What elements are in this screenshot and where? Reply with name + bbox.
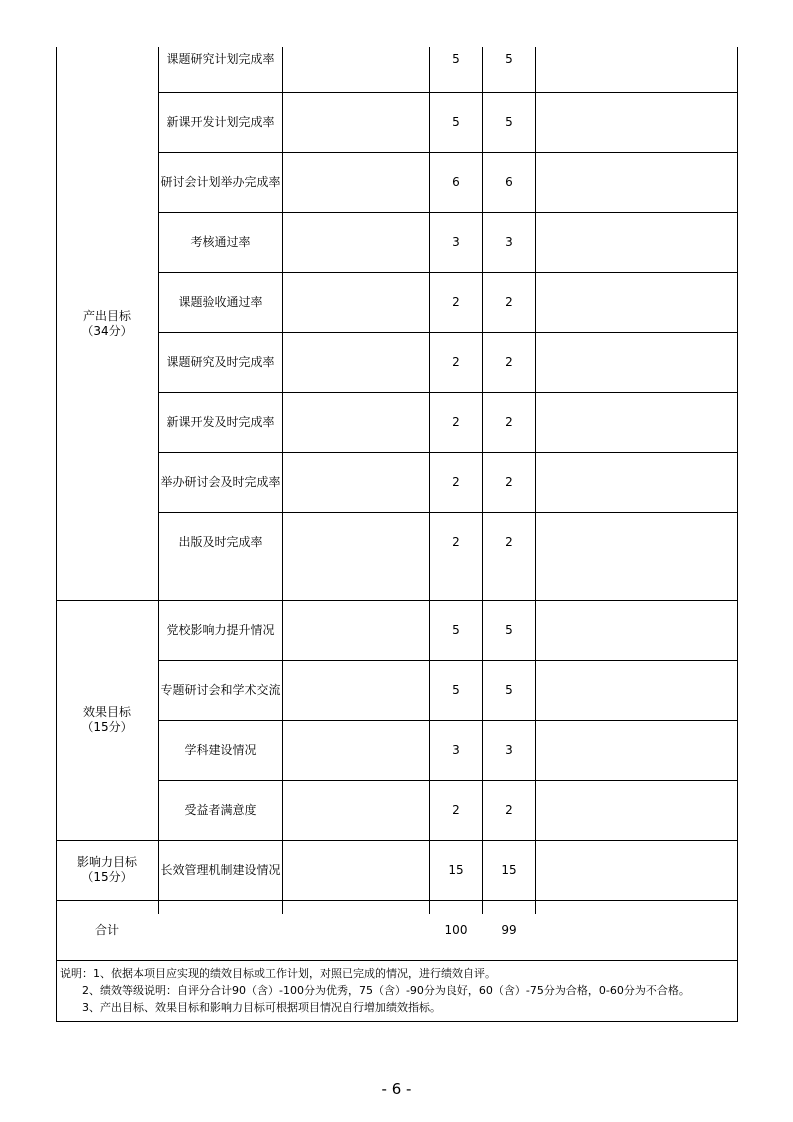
row-weight: 2 — [452, 474, 460, 489]
row-score: 2 — [505, 802, 513, 817]
group-influence-name: 影响力目标 — [76, 855, 137, 869]
row-score: 6 — [505, 174, 513, 189]
row-col3 — [283, 512, 429, 572]
row-score: 3 — [505, 742, 513, 757]
row-weight: 2 — [452, 294, 460, 309]
row-indicator: 长效管理机制建设情况 — [160, 862, 281, 877]
row-weight: 3 — [452, 742, 460, 757]
row-remark — [536, 392, 737, 452]
row-remark — [536, 720, 737, 780]
row-score: 15 — [501, 862, 517, 877]
row-remark — [536, 780, 737, 840]
row-col3 — [283, 392, 429, 452]
row-indicator: 课题验收通过率 — [178, 294, 263, 309]
row-col3 — [283, 212, 429, 272]
row-remark — [536, 152, 737, 212]
row-score: 5 — [505, 114, 513, 129]
row-score: 2 — [505, 474, 513, 489]
row-weight: 6 — [452, 174, 460, 189]
row-score: 5 — [505, 622, 513, 637]
row-col3 — [283, 600, 429, 660]
row-remark — [536, 600, 737, 660]
row-weight: 3 — [452, 234, 460, 249]
row-indicator: 举办研讨会及时完成率 — [160, 474, 281, 489]
row-weight: 5 — [452, 622, 460, 637]
row-col3 — [283, 332, 429, 392]
group-output-name: 产出目标 — [82, 308, 131, 323]
row-remark — [536, 47, 737, 72]
total-score: 99 — [501, 922, 517, 937]
note-line-2: 2、绩效等级说明：自评分合计90（含）-100分为优秀，75（含）-90分为良好，60（含）-75分为合格，0-60分为不合格。 — [60, 984, 690, 997]
evaluation-table — [56, 47, 738, 1022]
group-influence — [56, 840, 158, 900]
row-weight: 15 — [448, 862, 464, 877]
row-weight: 5 — [452, 682, 460, 697]
row-remark — [536, 452, 737, 512]
row-score: 2 — [505, 534, 513, 549]
row-col3 — [283, 47, 429, 72]
row-indicator: 课题研究及时完成率 — [166, 354, 275, 369]
group-influence-score: （15分） — [81, 870, 133, 884]
group-effect — [56, 600, 158, 840]
row-indicator: 新课开发及时完成率 — [166, 414, 275, 429]
row-remark — [536, 92, 737, 152]
row-weight: 5 — [452, 114, 460, 129]
note-line-1: 说明：1、依据本项目应实现的绩效目标或工作计划，对照已完成的情况，进行绩效自评。 — [60, 967, 496, 980]
row-col3 — [283, 272, 429, 332]
note-line-3: 3、产出目标、效果目标和影响力目标可根据项目情况自行增加绩效指标。 — [60, 1001, 441, 1014]
row-score: 2 — [505, 294, 513, 309]
row-weight: 2 — [452, 534, 460, 549]
row-weight: 2 — [452, 414, 460, 429]
row-indicator: 受益者满意度 — [184, 802, 257, 817]
row-remark — [536, 272, 737, 332]
total-label: 合计 — [94, 922, 119, 937]
row-remark — [536, 212, 737, 272]
row-weight: 2 — [452, 802, 460, 817]
row-indicator: 党校影响力提升情况 — [166, 622, 275, 637]
group-effect-score: （15分） — [81, 720, 133, 734]
row-score: 5 — [505, 682, 513, 697]
row-weight: 5 — [452, 52, 460, 66]
row-weight: 2 — [452, 354, 460, 369]
row-indicator: 出版及时完成率 — [178, 534, 263, 549]
row-indicator: 课题研究计划完成率 — [166, 52, 275, 66]
row-col3 — [283, 780, 429, 840]
row-indicator: 研讨会计划举办完成率 — [160, 174, 281, 189]
row-remark — [536, 512, 737, 572]
row-remark — [536, 840, 737, 900]
row-indicator: 新课开发计划完成率 — [166, 114, 275, 129]
row-score: 2 — [505, 414, 513, 429]
row-remark — [536, 332, 737, 392]
group-output — [56, 47, 158, 600]
total-weight: 100 — [444, 922, 468, 937]
row-indicator: 考核通过率 — [190, 234, 251, 249]
row-score: 5 — [505, 52, 513, 66]
row-col3 — [283, 660, 429, 720]
row-col3 — [283, 720, 429, 780]
row-remark — [536, 660, 737, 720]
group-effect-name: 效果目标 — [82, 705, 131, 719]
row-indicator: 学科建设情况 — [184, 742, 257, 757]
group-output-score: （34分） — [81, 323, 133, 338]
row-col3 — [283, 452, 429, 512]
page-number: - 6 - — [381, 1080, 412, 1098]
row-col3 — [283, 840, 429, 900]
row-col3 — [283, 152, 429, 212]
row-indicator: 专题研讨会和学术交流 — [160, 682, 281, 697]
row-score: 2 — [505, 354, 513, 369]
row-col3 — [283, 92, 429, 152]
row-score: 3 — [505, 234, 513, 249]
